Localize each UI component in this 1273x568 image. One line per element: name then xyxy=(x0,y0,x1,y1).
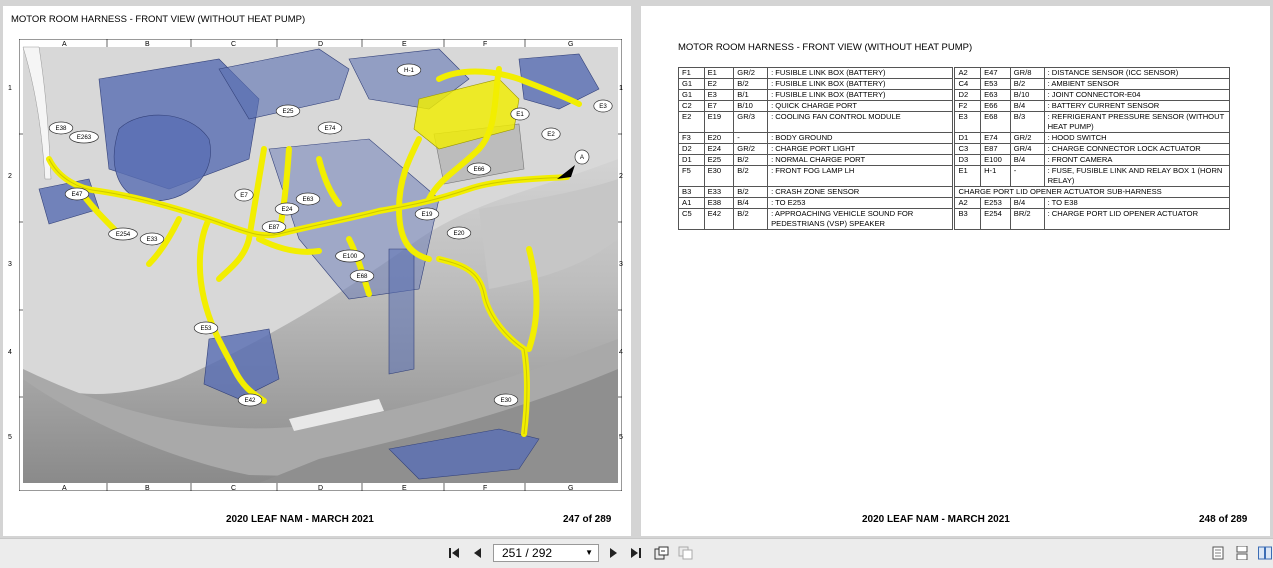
grid-col-D-top: D xyxy=(318,41,324,48)
sub-harness-heading: CHARGE PORT LID OPENER ACTUATOR SUB-HARNESS xyxy=(955,187,1230,198)
grid-col-C-top: C xyxy=(231,41,237,48)
l-cell: B/2 xyxy=(734,155,768,166)
r-cell: C3 xyxy=(955,144,981,155)
prev-page-button[interactable] xyxy=(472,546,484,563)
continuous-view-icon xyxy=(1236,546,1248,560)
grid-col-E-top: E xyxy=(402,41,407,48)
callout-e63 xyxy=(296,193,320,205)
r-cell: : CHARGE CONNECTOR LOCK ACTUATOR xyxy=(1044,144,1229,155)
table-row xyxy=(679,209,1230,230)
r-cell: E254 xyxy=(981,209,1011,230)
table-row xyxy=(679,187,1230,198)
r-cell: B/4 xyxy=(1010,101,1044,112)
l-cell: B/4 xyxy=(734,198,768,209)
l-cell: E38 xyxy=(704,198,734,209)
right-footer-page-number: 248 of 289 xyxy=(1199,514,1248,525)
callout-e33 xyxy=(140,233,164,245)
callout-e42 xyxy=(238,394,262,406)
r-cell: B/3 xyxy=(1010,112,1044,133)
callout-e30 xyxy=(494,394,518,406)
copy-page-button[interactable] xyxy=(678,546,694,563)
callout-label: E1 xyxy=(516,111,524,119)
l-cell: B/2 xyxy=(734,209,768,230)
two-page-view-button[interactable] xyxy=(1258,546,1272,563)
callout-label: A xyxy=(579,154,585,162)
l-cell: E7 xyxy=(704,101,734,112)
table-row xyxy=(679,68,1230,79)
r-cell: E74 xyxy=(981,133,1011,144)
l-cell: B/2 xyxy=(734,79,768,90)
first-page-button[interactable] xyxy=(447,546,461,563)
table-row xyxy=(679,198,1230,209)
l-cell: D1 xyxy=(679,155,705,166)
callout-e53 xyxy=(194,322,218,334)
grid-col-D-bottom: D xyxy=(318,485,324,491)
l-cell: F3 xyxy=(679,133,705,144)
l-cell: B/10 xyxy=(734,101,768,112)
l-cell: : CRASH ZONE SENSOR xyxy=(768,187,953,198)
right-page xyxy=(641,6,1270,536)
rotate-page-button[interactable] xyxy=(654,546,670,563)
callout-label: E68 xyxy=(356,273,368,281)
table-row xyxy=(679,112,1230,133)
r-cell: E87 xyxy=(981,144,1011,155)
callout-label: E2 xyxy=(547,131,555,139)
callout-e68 xyxy=(350,270,374,282)
l-cell: : FUSIBLE LINK BOX (BATTERY) xyxy=(768,90,953,101)
left-page xyxy=(3,6,631,536)
callout-label: H-1 xyxy=(404,67,414,75)
callout-label: E47 xyxy=(71,191,83,199)
callout-label: E100 xyxy=(342,253,358,261)
r-cell: GR/8 xyxy=(1010,68,1044,79)
l-cell: GR/3 xyxy=(734,112,768,133)
l-cell: GR/2 xyxy=(734,68,768,79)
l-cell: F1 xyxy=(679,68,705,79)
callout-e20 xyxy=(447,227,471,239)
left-page-title: MOTOR ROOM HARNESS - FRONT VIEW (WITHOUT HEAT PUMP) xyxy=(11,14,306,25)
r-cell: E3 xyxy=(955,112,981,133)
l-cell: E42 xyxy=(704,209,734,230)
grid-row-2-right: 2 xyxy=(619,173,623,180)
next-page-icon xyxy=(607,546,619,560)
callout-e47 xyxy=(65,188,89,200)
l-cell: : FUSIBLE LINK BOX (BATTERY) xyxy=(768,68,953,79)
r-cell: BR/2 xyxy=(1010,209,1044,230)
table-row xyxy=(679,90,1230,101)
l-cell: : NORMAL CHARGE PORT xyxy=(768,155,953,166)
viewer-toolbar xyxy=(0,538,1273,568)
callout-a xyxy=(575,150,589,164)
copy-page-icon xyxy=(678,546,694,560)
r-cell: D2 xyxy=(955,90,981,101)
callout-label: E7 xyxy=(240,192,248,200)
r-cell: E253 xyxy=(981,198,1011,209)
l-cell: E1 xyxy=(704,68,734,79)
callout-label: E3 xyxy=(599,103,607,111)
rotate-page-icon xyxy=(654,546,670,560)
l-cell: E20 xyxy=(704,133,734,144)
grid-col-E-bottom: E xyxy=(402,485,407,491)
l-cell: GR/2 xyxy=(734,144,768,155)
callout-e100 xyxy=(336,250,365,262)
callout-label: E53 xyxy=(200,325,212,333)
callout-label: E24 xyxy=(281,206,293,214)
grid-col-B-bottom: B xyxy=(145,485,150,491)
l-cell: B3 xyxy=(679,187,705,198)
grid-row-5-right: 5 xyxy=(619,434,623,441)
chevron-down-icon: ▼ xyxy=(585,548,593,557)
grid-row-4-outer: 4 xyxy=(8,349,12,356)
page-number-value: 251 / 292 xyxy=(502,546,553,560)
r-cell: E47 xyxy=(981,68,1011,79)
l-cell: D2 xyxy=(679,144,705,155)
l-cell: B/2 xyxy=(734,187,768,198)
callout-label: E87 xyxy=(268,224,280,232)
l-cell: : FRONT FOG LAMP LH xyxy=(768,166,953,187)
r-cell: E1 xyxy=(955,166,981,187)
l-cell: B/2 xyxy=(734,166,768,187)
right-page-title: MOTOR ROOM HARNESS - FRONT VIEW (WITHOUT HEAT PUMP) xyxy=(678,42,973,53)
r-cell: GR/2 xyxy=(1010,133,1044,144)
grid-col-A-bottom: A xyxy=(62,485,67,491)
callout-label: E254 xyxy=(115,231,131,239)
r-cell: : FRONT CAMERA xyxy=(1044,155,1229,166)
r-cell: - xyxy=(1010,166,1044,187)
r-cell: E53 xyxy=(981,79,1011,90)
last-page-button[interactable] xyxy=(629,546,643,563)
table-row xyxy=(679,133,1230,144)
first-page-icon xyxy=(447,546,461,560)
grid-row-5-outer: 5 xyxy=(8,434,12,441)
table-row xyxy=(679,101,1230,112)
grid-col-G-bottom: G xyxy=(568,485,574,491)
r-cell: : CHARGE PORT LID OPENER ACTUATOR xyxy=(1044,209,1229,230)
callout-e263 xyxy=(70,131,99,143)
l-cell: E24 xyxy=(704,144,734,155)
r-cell: D3 xyxy=(955,155,981,166)
r-cell: : TO E38 xyxy=(1044,198,1229,209)
callout-h-1 xyxy=(397,64,421,76)
prev-page-icon xyxy=(472,546,484,560)
single-page-view-button[interactable] xyxy=(1212,546,1224,563)
callout-label: E30 xyxy=(500,397,512,405)
r-cell: B/4 xyxy=(1010,198,1044,209)
grid-col-G-top: G xyxy=(568,41,574,48)
callout-e254 xyxy=(109,228,138,240)
l-cell: : COOLING FAN CONTROL MODULE xyxy=(768,112,953,133)
callout-label: E66 xyxy=(473,166,485,174)
l-cell: E19 xyxy=(704,112,734,133)
r-cell: B/4 xyxy=(1010,155,1044,166)
l-cell: C5 xyxy=(679,209,705,230)
table-row xyxy=(679,79,1230,90)
last-page-icon xyxy=(629,546,643,560)
callout-e38 xyxy=(49,122,73,134)
l-cell: B/1 xyxy=(734,90,768,101)
table-row xyxy=(679,155,1230,166)
grid-row-3-outer: 3 xyxy=(8,261,12,268)
l-cell: E2 xyxy=(704,79,734,90)
callout-e24 xyxy=(275,203,299,215)
r-cell: : BATTERY CURRENT SENSOR xyxy=(1044,101,1229,112)
r-cell: F2 xyxy=(955,101,981,112)
r-cell: E63 xyxy=(981,90,1011,101)
callout-label: E38 xyxy=(55,125,67,133)
r-cell: : JOINT CONNECTOR-E04 xyxy=(1044,90,1229,101)
l-cell: G1 xyxy=(679,79,705,90)
grid-row-4-right: 4 xyxy=(619,349,623,356)
left-footer-page-number: 247 of 289 xyxy=(563,514,612,525)
r-cell: B/10 xyxy=(1010,90,1044,101)
l-cell: G1 xyxy=(679,90,705,101)
r-cell: GR/4 xyxy=(1010,144,1044,155)
grid-row-1-right: 1 xyxy=(619,85,623,92)
l-cell: E2 xyxy=(679,112,705,133)
l-cell: : QUICK CHARGE PORT xyxy=(768,101,953,112)
r-cell: B/2 xyxy=(1010,79,1044,90)
callout-label: E263 xyxy=(76,134,92,142)
connector-table xyxy=(678,67,1230,230)
table-row xyxy=(679,166,1230,187)
r-cell: H-1 xyxy=(981,166,1011,187)
l-cell: E25 xyxy=(704,155,734,166)
grid-row-3-right: 3 xyxy=(619,261,623,268)
harness-diagram xyxy=(19,39,622,491)
grid-col-F-top: F xyxy=(483,41,488,48)
r-cell: E100 xyxy=(981,155,1011,166)
l-cell: : TO E253 xyxy=(768,198,953,209)
callout-e2 xyxy=(542,128,560,140)
callout-label: E42 xyxy=(244,397,256,405)
callout-label: E33 xyxy=(146,236,158,244)
r-cell: E68 xyxy=(981,112,1011,133)
grid-row-1-outer: 1 xyxy=(8,85,12,92)
r-cell: : AMBIENT SENSOR xyxy=(1044,79,1229,90)
l-cell: : CHARGE PORT LIGHT xyxy=(768,144,953,155)
continuous-view-button[interactable] xyxy=(1236,546,1248,563)
callout-label: E25 xyxy=(282,108,294,116)
callout-e3 xyxy=(594,100,612,112)
grid-row-2-outer: 2 xyxy=(8,173,12,180)
r-cell: : HOOD SWITCH xyxy=(1044,133,1229,144)
grid-col-A-top: A xyxy=(62,41,67,48)
l-cell: : BODY GROUND xyxy=(768,133,953,144)
l-cell: E30 xyxy=(704,166,734,187)
callout-e66 xyxy=(467,163,491,175)
page-number-select[interactable] xyxy=(493,544,599,562)
callout-e25 xyxy=(276,105,300,117)
r-cell: : DISTANCE SENSOR (ICC SENSOR) xyxy=(1044,68,1229,79)
r-cell: A2 xyxy=(955,198,981,209)
right-footer-title: 2020 LEAF NAM - MARCH 2021 xyxy=(862,514,1010,525)
r-cell: C4 xyxy=(955,79,981,90)
grid-col-F-bottom: F xyxy=(483,485,488,491)
callout-e19 xyxy=(415,208,439,220)
l-cell: C2 xyxy=(679,101,705,112)
grid-col-C-bottom: C xyxy=(231,485,237,491)
two-page-view-icon xyxy=(1258,546,1272,560)
callout-e87 xyxy=(262,221,286,233)
r-cell: : FUSE, FUSIBLE LINK AND RELAY BOX 1 (HORN RELAY) xyxy=(1044,166,1229,187)
left-footer-title: 2020 LEAF NAM - MARCH 2021 xyxy=(226,514,374,525)
r-cell: E66 xyxy=(981,101,1011,112)
r-cell: B3 xyxy=(955,209,981,230)
callout-e1 xyxy=(511,108,529,120)
grid-col-B-top: B xyxy=(145,41,150,48)
l-cell: E3 xyxy=(704,90,734,101)
callout-label: E20 xyxy=(453,230,465,238)
single-page-view-icon xyxy=(1212,546,1224,560)
l-cell: F5 xyxy=(679,166,705,187)
callout-e74 xyxy=(318,122,342,134)
callout-label: E74 xyxy=(324,125,336,133)
callout-label: E19 xyxy=(421,211,433,219)
l-cell: : FUSIBLE LINK BOX (BATTERY) xyxy=(768,79,953,90)
r-cell: : REFRIGERANT PRESSURE SENSOR (WITHOUT HEAT PUMP) xyxy=(1044,112,1229,133)
r-cell: A2 xyxy=(955,68,981,79)
r-cell: D1 xyxy=(955,133,981,144)
table-row xyxy=(679,144,1230,155)
l-cell: A1 xyxy=(679,198,705,209)
l-cell: : APPROACHING VEHICLE SOUND FOR PEDESTRIANS (VSP) SPEAKER xyxy=(768,209,953,230)
next-page-button[interactable] xyxy=(607,546,619,563)
l-cell: E33 xyxy=(704,187,734,198)
callout-label: E63 xyxy=(302,196,314,204)
l-cell: - xyxy=(734,133,768,144)
callout-e7 xyxy=(235,189,253,201)
